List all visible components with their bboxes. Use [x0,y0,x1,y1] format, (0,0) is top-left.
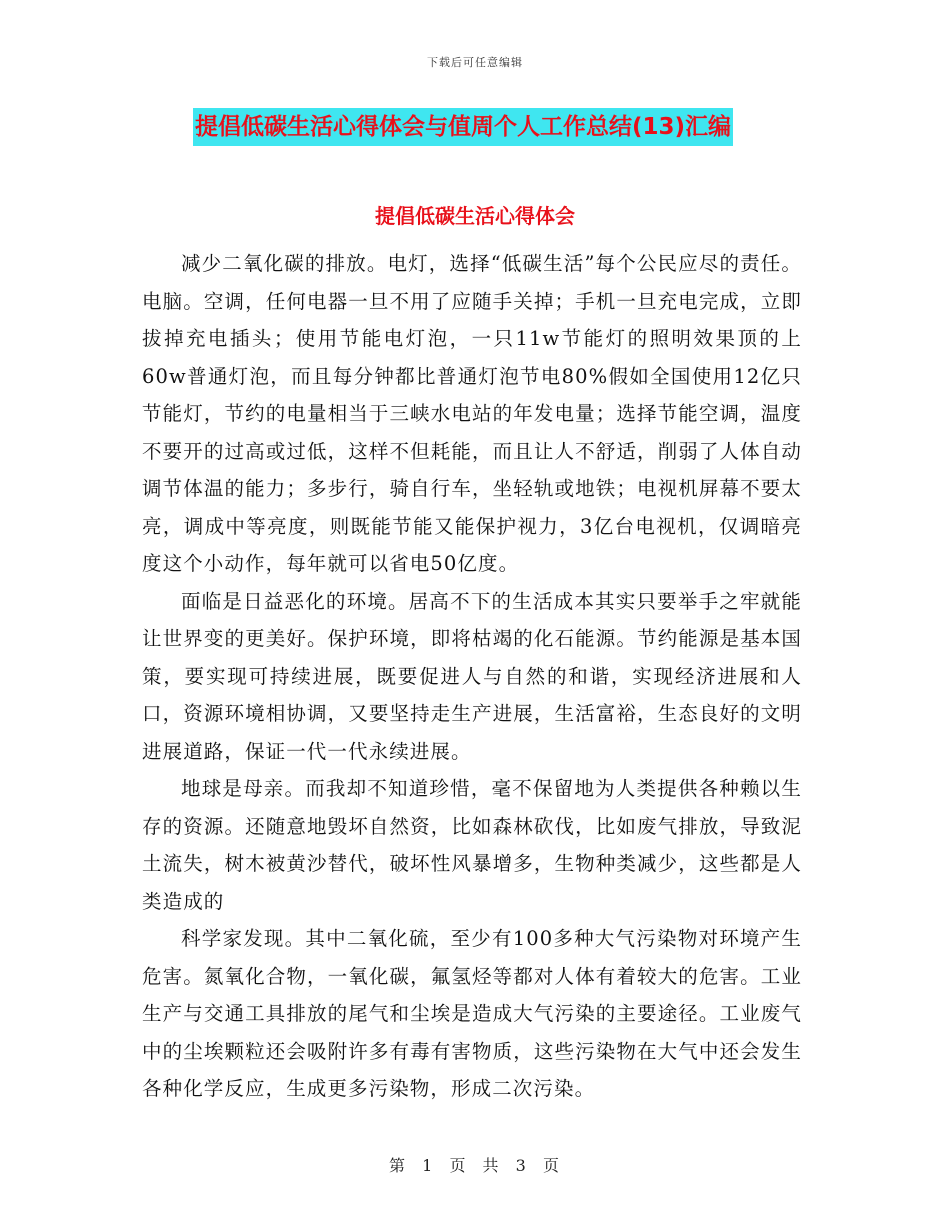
paragraph-1: 减少二氧化碳的排放。电灯，选择“低碳生活”每个公民应尽的责任。电脑。空调，任何电器一旦不用了应随手关掉；手机一旦充电完成，立即拔掉充电插头；使用节能电灯泡，一只11w节能灯的照明效果顶的上60w普通灯泡，而且每分钟都比普通灯泡节电80%假如全国使用12亿只节能灯，节约的电量相当于三峡水电站的年发电量；选择节能空调，温度不要开的过高或过低，这样不但耗能，而且让人不舒适，削弱了人体自动调节体温的能力；多步行，骑自行车，坐轻轨或地铁；电视机屏幕不要太亮，调成中等亮度，则既能节能又能保护视力，3亿台电视机，仅调暗亮度这个小动作，每年就可以省电50亿度。 [142,252,802,575]
page-unit-label: 页 [449,1156,468,1175]
total-pages-number: 3 [515,1156,528,1175]
total-label: 共 [482,1156,501,1175]
current-page-number: 1 [422,1156,435,1175]
document-body [142,245,802,1108]
page-label: 第 [389,1156,408,1175]
document-title: 提倡低碳生活心得体会与值周个人工作总结(13)汇编 [193,108,733,146]
paragraph-3: 地球是母亲。而我却不知道珍惜，毫不保留地为人类提供各种赖以生存的资源。还随意地毁坏自然资，比如森林砍伐，比如废气排放，导致泥土流失，树木被黄沙替代，破坏性风暴增多，生物种类减少，这些都是人类造成的 [142,777,802,913]
section-title: 提倡低碳生活心得体会 [375,204,575,228]
page-footer [0,1153,950,1176]
paragraph-4: 科学家发现。其中二氧化硫，至少有100多种大气污染物对环境产生危害。氮氧化合物，一氧化碳，氟氢烃等都对人体有着较大的危害。工业生产与交通工具排放的尾气和尘埃是造成大气污染的主要途径。工业废气中的尘埃颗粒还会吸附许多有毒有害物质，这些污染物在大气中还会发生各种化学反应，生成更多污染物，形成二次污染。 [142,927,802,1100]
total-unit-label: 页 [542,1156,561,1175]
header-note: 下载后可任意编辑 [427,56,523,69]
paragraph-2: 面临是日益恶化的环境。居高不下的生活成本其实只要举手之牢就能让世界变的更美好。保护环境，即将枯竭的化石能源。节约能源是基本国策，要实现可持续进展，既要促进人与自然的和谐，实现经济进展和人口，资源环境相协调，又要坚持走生产进展，生活富裕，生态良好的文明进展道路，保证一代一代永续进展。 [142,589,802,763]
